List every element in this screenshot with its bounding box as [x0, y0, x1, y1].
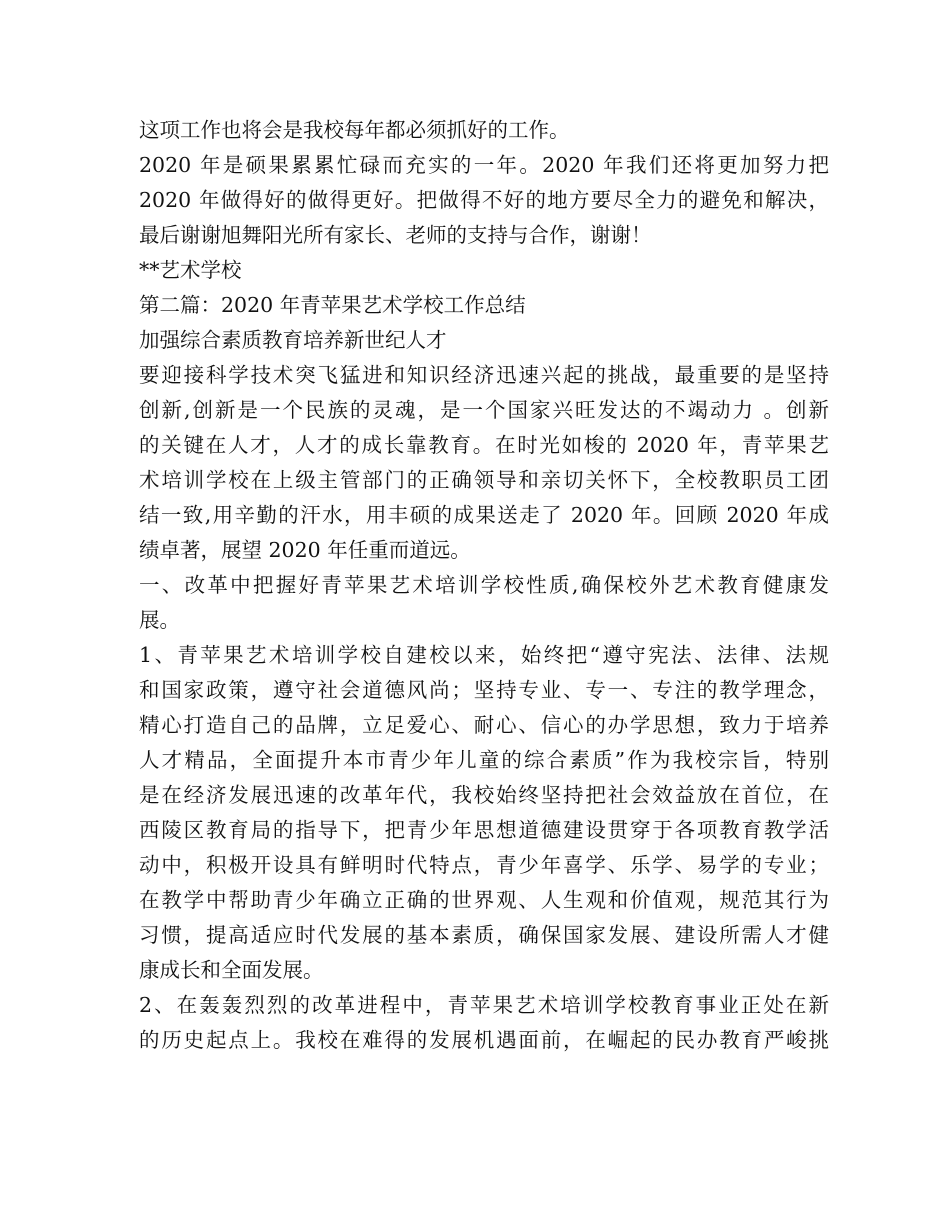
text-line: 是在经济发展迅速的改革年代，我校始终坚持把社会效益放在首位，在 [139, 783, 829, 807]
text-line: 的历史起点上。我校在难得的发展机遇面前，在崛起的民办教育严峻挑 [139, 1028, 829, 1052]
text-line: 2020 年做得好的做得更好。把做得不好的地方要尽全力的避免和解决， [139, 188, 829, 212]
text-line: 西陵区教育局的指导下，把青少年思想道德建设贯穿于各项教育教学活 [139, 818, 829, 842]
document-body [139, 113, 829, 1058]
text-line: 要迎接科学技术突飞猛进和知识经济迅速兴起的挑战，最重要的是坚持 [139, 363, 829, 387]
text-line: 最后谢谢旭舞阳光所有家长、老师的支持与合作，谢谢！ [139, 223, 652, 247]
text-line: 展。 [139, 608, 180, 632]
section-subtitle: 加强综合素质教育培养新世纪人才 [139, 328, 447, 352]
text-line: 2、在轰轰烈烈的改革进程中，青苹果艺术培训学校教育事业正处在新 [139, 993, 829, 1017]
text-line: 康成长和全面发展。 [139, 958, 324, 982]
signature-line: **艺术学校 [139, 258, 242, 282]
text-line: 绩卓著，展望 2020 年任重而道远。 [139, 538, 471, 562]
text-line: 在教学中帮助青少年确立正确的世界观、人生观和价值观，规范其行为 [139, 888, 829, 912]
text-line: 术培训学校在上级主管部门的正确领导和亲切关怀下，全校教职员工团 [139, 468, 829, 492]
text-line: 动中，积极开设具有鲜明时代特点，青少年喜学、乐学、易学的专业； [139, 853, 829, 877]
text-line: 习惯，提高适应时代发展的基本素质，确保国家发展、建设所需人才健 [139, 923, 829, 947]
text-line: 2020 年是硕果累累忙碌而充实的一年。2020 年我们还将更加努力把 [139, 153, 829, 177]
text-line: 这项工作也将会是我校每年都必须抓好的工作。 [139, 118, 570, 142]
text-line: 精心打造自己的品牌，立足爱心、耐心、信心的办学思想，致力于培养 [139, 713, 829, 737]
text-line: 结一致,用辛勤的汗水，用丰硕的成果送走了 2020 年。回顾 2020 年成 [139, 503, 829, 527]
text-line: 人才精品，全面提升本市青少年儿童的综合素质”作为我校宗旨，特别 [139, 748, 829, 772]
text-line: 创新,创新是一个民族的灵魂，是一个国家兴旺发达的不竭动力 。创新 [139, 398, 829, 422]
text-line: 一、改革中把握好青苹果艺术培训学校性质,确保校外艺术教育健康发 [139, 573, 829, 597]
text-line: 的关键在人才，人才的成长靠教育。在时光如梭的 2020 年，青苹果艺 [139, 433, 829, 457]
text-line: 1、青苹果艺术培训学校自建校以来，始终把“遵守宪法、法律、法规 [139, 643, 829, 667]
section-heading: 第二篇：2020 年青苹果艺术学校工作总结 [139, 293, 526, 317]
text-line: 和国家政策，遵守社会道德风尚；坚持专业、专一、专注的教学理念， [139, 678, 829, 702]
